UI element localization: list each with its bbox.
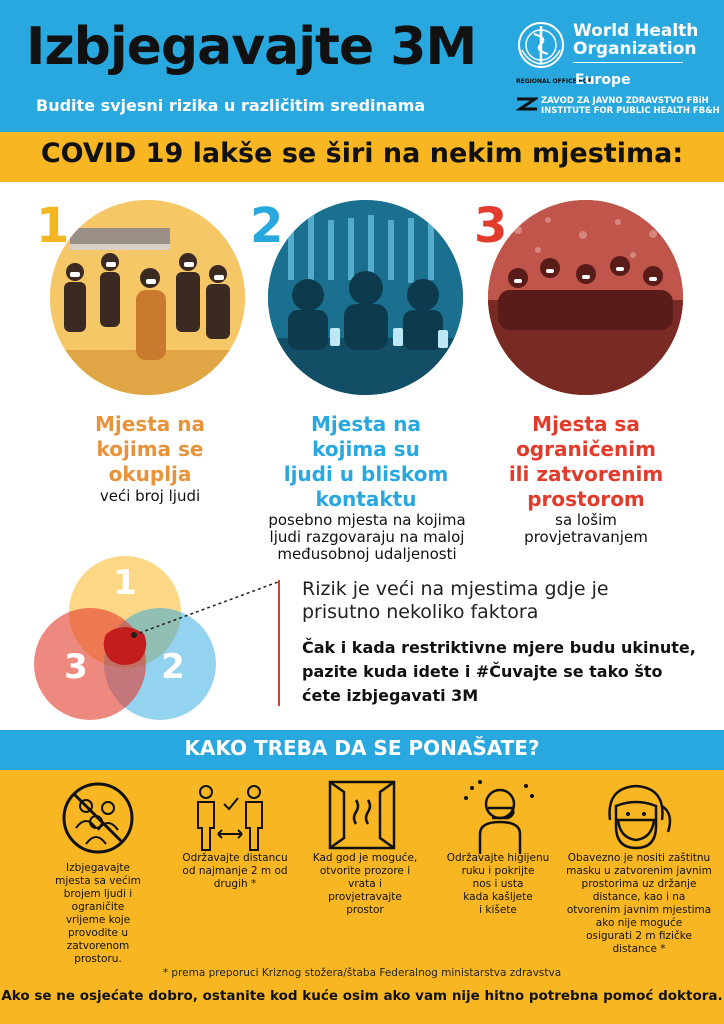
behavior-line: distance * <box>612 943 666 955</box>
covid-band-text: COVID 19 lakše se širi na nekim mjestima: <box>40 138 684 169</box>
behavior-line: drugih * <box>213 878 257 890</box>
behavior-line: ako nije moguće <box>595 917 683 929</box>
place-2-subtitle-line: ljudi razgovaraju na maloj <box>269 528 465 546</box>
who-name <box>573 22 703 58</box>
place-3-subtitle <box>476 512 696 546</box>
enclosed-space-icon <box>488 200 683 395</box>
who-region-prefix: REGIONAL OFFICE FOR <box>516 78 593 85</box>
venn-label-3: 3 <box>64 647 88 687</box>
place-1-title-line: kojima se <box>96 437 204 461</box>
who-name-line2: Organization <box>573 39 697 59</box>
behavior-item-2-text <box>170 852 300 891</box>
behavior-line: provodite u <box>68 927 128 939</box>
risk-line: prisutno nekoliko faktora <box>302 601 539 623</box>
who-divider <box>573 62 683 63</box>
place-1-title-line: Mjesta na <box>95 412 205 436</box>
footer-advice: Ako se ne osjećate dobro, ostanite kod kuće osim ako vam nije hitno potrebna pomoć doktora. <box>1 988 723 1004</box>
behavior-line: vrata i <box>348 878 382 890</box>
no-crowds-icon <box>58 778 138 858</box>
behavior-line: osigurati 2 m fizičke <box>586 930 692 942</box>
place-3-title-line: ili zatvorenim <box>508 462 664 486</box>
behavior-line: nos i usta <box>472 878 524 890</box>
behavior-line: Održavajte higijenu <box>446 852 550 864</box>
who-region: Europe <box>575 72 631 88</box>
behavior-line: masku u zatvorenim javnim <box>566 865 712 877</box>
page-title: Izbjegavajte 3M <box>26 17 477 77</box>
place-3-title-line: prostorom <box>527 487 645 511</box>
place-2-subtitle-line: posebno mjesta na kojima <box>268 511 466 529</box>
risk-line: Rizik je veći na mjestima gdje je <box>302 578 609 600</box>
behavior-line: prostorima uz držanje <box>581 878 697 890</box>
institute-name-line2: INSTITUTE FOR PUBLIC HEALTH FB&H <box>541 106 720 116</box>
warning-line: ćete izbjegavati 3M <box>302 686 479 705</box>
who-name-line1: World Health <box>573 21 699 41</box>
place-2-subtitle-line: međusobnoj udaljenosti <box>277 545 457 563</box>
risk-divider <box>278 580 280 706</box>
place-3-number: 3 <box>474 198 508 254</box>
behavior-item-5-text <box>564 852 714 956</box>
open-window-icon <box>322 776 402 856</box>
place-1-illustration <box>50 200 245 395</box>
behavior-line: kada kašljete <box>463 891 533 903</box>
place-3-subtitle-line: sa lošim <box>555 511 617 529</box>
venn-label-1: 1 <box>113 563 137 603</box>
behavior-line: od najmanje 2 m od <box>182 865 288 877</box>
place-2-number: 2 <box>250 198 284 254</box>
institute-logo-icon <box>516 96 538 112</box>
place-2-subtitle <box>250 512 484 563</box>
distance-icon <box>190 778 270 858</box>
behavior-item-4-text <box>436 852 560 917</box>
place-1-subtitle <box>40 488 260 505</box>
footnote: * prema preporuci Kriznog stožera/štaba Federalnog ministarstva zdravstva <box>162 967 562 979</box>
behavior-line: distance, kao i na <box>592 891 686 903</box>
place-2-title-line: kontaktu <box>315 487 417 511</box>
behavior-line: Obavezno je nositi zaštitnu <box>567 852 711 864</box>
place-1-title <box>40 412 260 487</box>
place-2-illustration <box>268 200 463 395</box>
close-contact-icon <box>268 200 463 395</box>
place-3-title-line: ograničenim <box>516 437 656 461</box>
behavior-line: otvorite prozore i <box>319 865 411 877</box>
behavior-line: Održavajte distancu <box>182 852 288 864</box>
place-1-subtitle-line: veći broj ljudi <box>99 487 201 505</box>
risk-text <box>302 578 712 624</box>
behavior-line: mjesta sa većim <box>55 875 141 887</box>
place-2-title-line: Mjesta na <box>311 412 421 436</box>
who-emblem-icon <box>516 20 566 70</box>
warning-text <box>302 636 714 708</box>
behavior-line: prostor <box>346 904 384 916</box>
behavior-item-1-text <box>28 862 168 966</box>
behavior-item-3-text <box>300 852 430 917</box>
place-2-title-line: kojima su <box>312 437 420 461</box>
place-1-title-line: okuplja <box>108 462 192 486</box>
place-3-title-line: Mjesta sa <box>532 412 640 436</box>
place-2-title-line: ljudi u bliskom <box>283 462 449 486</box>
behavior-line: brojem ljudi i <box>63 888 133 900</box>
behavior-line: vrijeme koje <box>65 914 131 926</box>
behavior-line: zatvorenom <box>66 940 130 952</box>
place-3-subtitle-line: provjetravanjem <box>524 528 648 546</box>
behavior-line: prostoru. <box>74 953 122 965</box>
mask-icon <box>596 776 676 856</box>
cough-elbow-icon <box>460 778 540 858</box>
behavior-line: otvorenim javnim mjestima <box>566 904 712 916</box>
behavior-line: i kišete <box>479 904 517 916</box>
warning-line: pazite kuda idete i #Čuvajte se tako što <box>302 662 663 681</box>
behavior-heading: KAKO TREBA DA SE PONAŠATE? <box>184 736 540 760</box>
place-3-illustration <box>488 200 683 395</box>
page-subtitle: Budite svjesni rizika u različitim sredinama <box>36 96 426 115</box>
market-crowd-icon <box>50 200 245 395</box>
behavior-line: Izbjegavajte <box>66 862 130 874</box>
behavior-line: ruku i pokrijte <box>461 865 535 877</box>
institute-name-line1: ZAVOD ZA JAVNO ZDRAVSTVO FBiH <box>541 96 709 106</box>
venn-pointer-line <box>130 580 280 640</box>
behavior-line: ograničite <box>71 901 125 913</box>
institute-name <box>541 96 721 116</box>
place-2-title <box>256 412 476 512</box>
behavior-line: provjetravajte <box>328 891 402 903</box>
behavior-line: Kad god je moguće, <box>312 852 418 864</box>
venn-label-2: 2 <box>161 647 185 687</box>
place-3-title <box>476 412 696 512</box>
place-1-number: 1 <box>36 198 70 254</box>
warning-line: Čak i kada restriktivne mjere budu ukinute, <box>302 638 696 657</box>
